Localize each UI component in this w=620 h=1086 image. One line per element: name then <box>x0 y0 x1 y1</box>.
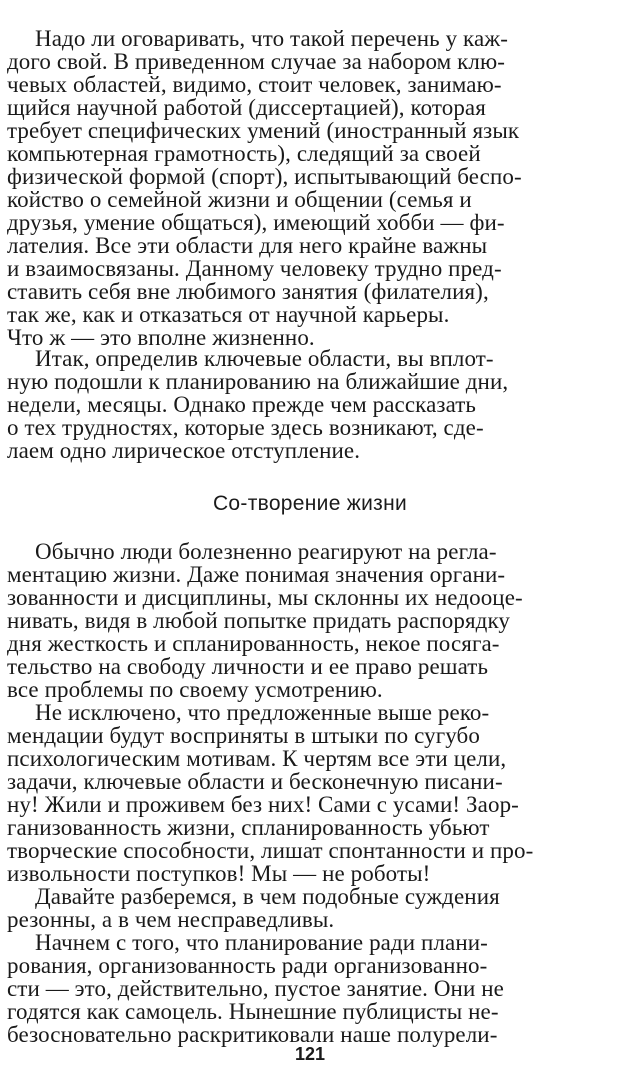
text-line: лателия. Все эти области для него крайне важны <box>7 233 488 258</box>
text-line: сти — это, действительно, пустое занятие. Они не <box>7 976 504 1001</box>
text-line: извольности поступков! Мы — не роботы! <box>7 861 431 886</box>
text-line: творческие способности, лишат спонтанности и про- <box>7 838 534 863</box>
text-line: недели, месяцы. Однако прежде чем рассказать <box>7 392 477 417</box>
text-line: так же, как и отказаться от научной карьеры. <box>7 302 450 327</box>
text-line: резонны, а в чем несправедливы. <box>7 907 335 932</box>
text-line: все проблемы по своему усмотрению. <box>7 677 383 702</box>
text-line: ставить себя вне любимого занятия (филателия), <box>7 279 489 304</box>
text-line: дня жесткость и спланированность, некое посяга- <box>7 631 500 656</box>
text-line: годятся как самоцель. Нынешние публицисты не- <box>7 999 499 1024</box>
text-line: чевых областей, видимо, стоит человек, занимаю- <box>7 72 502 97</box>
text-line: рования, организованность ради организованно- <box>7 953 488 978</box>
section-heading: Со-творение жизни <box>212 492 408 515</box>
text-line: Что ж — это вполне жизненно. <box>7 325 315 350</box>
text-line: компьютерная грамотность), следящий за своей <box>7 141 481 166</box>
text-line: дого свой. В приведенном случае за набором клю- <box>7 49 506 74</box>
text-line: Начнем с того, что планирование ради плани- <box>35 930 488 955</box>
text-line: задачи, ключевые области и бесконечную писани- <box>7 769 503 794</box>
text-line: ментацию жизни. Даже понимая значения органи- <box>7 562 506 587</box>
text-line: Давайте разберемся, в чем подобные суждения <box>35 884 500 909</box>
text-line: койство о семейной жизни и общении (семья и <box>7 187 472 212</box>
text-line: лаем одно лирическое отступление. <box>7 438 361 463</box>
text-line: Обычно люди болезненно реагируют на регла- <box>35 539 497 564</box>
text-line: и взаимосвязаны. Данному человеку трудно пред- <box>7 256 502 281</box>
text-line: о тех трудностях, которые здесь возникают, сде- <box>7 415 484 440</box>
text-line: ну! Жили и проживем без них! Сами с усами! Заор- <box>7 792 519 817</box>
text-line: друзья, умение общаться), имеющий хобби — фи- <box>7 210 505 235</box>
page-number: 121 <box>294 1044 326 1064</box>
text-line: зованности и дисциплины, мы склонны их недооце- <box>7 585 523 610</box>
text-line: Надо ли оговаривать, что такой перечень у каж- <box>35 26 509 51</box>
text-line: физической формой (спорт), испытывающий беспо- <box>7 164 522 189</box>
text-line: ганизованность жизни, спланированность убьют <box>7 815 490 840</box>
text-line: Не исключено, что предложенные выше реко- <box>35 700 490 725</box>
text-line: щийся научной работой (диссертацией), которая <box>7 95 486 120</box>
text-line: ную подошли к планированию на ближайшие дни, <box>7 369 509 394</box>
text-line: Итак, определив ключевые области, вы вплот- <box>35 346 494 371</box>
text-line: требует специфических умений (иностранный язык <box>7 118 520 143</box>
text-line: мендации будут восприняты в штыки по сугубо <box>7 723 480 748</box>
text-line: психологическим мотивам. К чертям все эти цели, <box>7 746 507 771</box>
text-line: безосновательно раскритиковали наше полурели- <box>7 1022 498 1047</box>
text-line: тельство на свободу личности и ее право решать <box>7 654 489 679</box>
text-line: нивать, видя в любой попытке придать распорядку <box>7 608 511 633</box>
